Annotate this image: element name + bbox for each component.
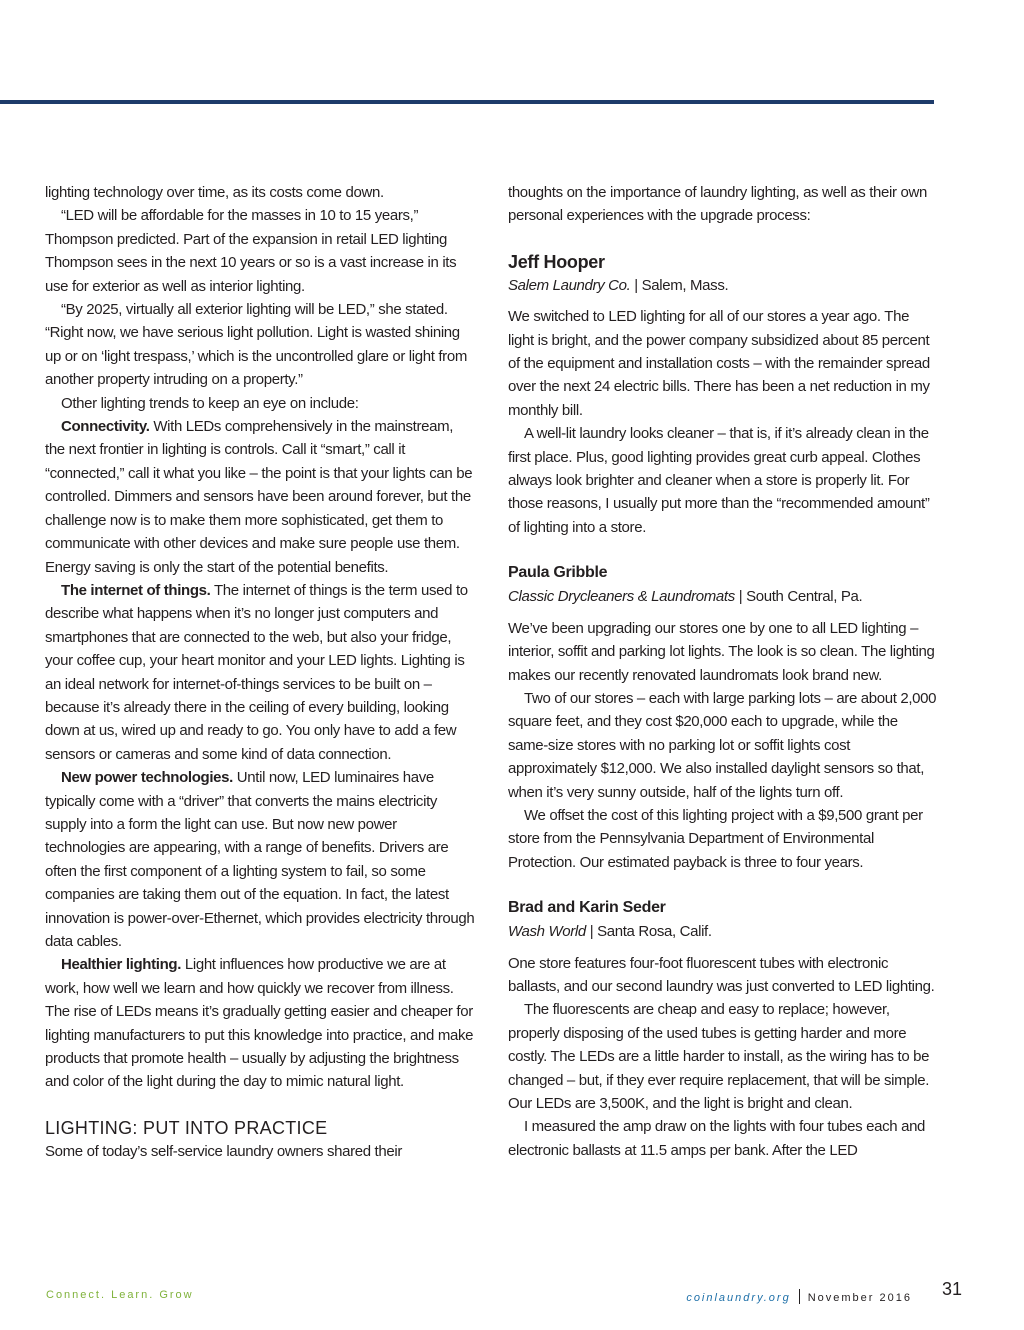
left-column bbox=[45, 181, 475, 1163]
trend-health bbox=[45, 953, 475, 1093]
page-footer bbox=[0, 1279, 1024, 1315]
person-business bbox=[508, 585, 938, 608]
business-location: | Santa Rosa, Calif. bbox=[585, 923, 712, 941]
trend-text: Light influences how productive we are at work, how well we learn and how quickly we recover from illness. The rise of LEDs means it’s gradually getting easier and cheaper for lighting manufacturers to put this knowledge into practice, and make products that promote health – usually by adjusting the brightness and color of the light during the day to mimic natural light. bbox=[45, 956, 474, 1091]
footer-site-link[interactable]: coinlaundry.org bbox=[686, 1292, 791, 1304]
section-heading: LIGHTING: PUT INTO PRACTICE bbox=[45, 1117, 328, 1138]
business-name: Salem Laundry Co. bbox=[508, 276, 631, 294]
trend-power bbox=[45, 766, 475, 953]
quote-paragraph: We’ve been upgrading our stores one by one to all LED lighting – interior, soffit and parking lot lights. The look is so clean. The lighting makes our recently renovated laundromats look brand new. bbox=[508, 619, 935, 684]
quote-paragraph: One store features four-foot fluorescent tubes with electronic ballasts, and our second laundry was just converted to LED lighting. bbox=[508, 954, 935, 995]
page-number: 31 bbox=[941, 1279, 962, 1299]
paragraph: “By 2025, virtually all exterior lighting will be LED,” she stated. “Right now, we have serious light pollution. Light is wasted shining up or on ‘light trespass,’ which is the uncontrolled glare or light from another property intruding on a property.” bbox=[45, 301, 467, 389]
quote-paragraph: A well-lit laundry looks cleaner – that is, if it’s already clean in the first place. Plus, good lighting provides great curb appeal. Clothes always look brighter and cleaner when a store is properly lit. For those reasons, I usually put more than the “recommended amount” of lighting into a store. bbox=[508, 425, 930, 536]
business-location: | Salem, Mass. bbox=[630, 276, 729, 294]
quote-paragraph: I measured the amp draw on the lights with four tubes each and electronic ballasts at 11.5 amps per bank. After the LED bbox=[508, 1118, 926, 1159]
footer-publication bbox=[686, 1289, 912, 1304]
paragraph: “LED will be affordable for the masses in 10 to 15 years,” Thompson predicted. Part of the expansion in retail LED lighting Thompson sees in the next 10 years or so is a vast increase in its use for exterior as well as interior lighting. bbox=[45, 207, 457, 295]
trend-text: The internet of things is the term used to describe what happens when it’s no longer just computers and smartphones that are connected to the web, but also your fridge, your coffee cup, your heart monitor and your LED lights. Lighting is an ideal network for internet-of-things services to be built on – because it’s already there in the ceiling of every building, looking down at us, wired up and ready to go. You only have to add a few sensors or cameras and some kind of data connection. bbox=[45, 581, 468, 763]
paragraph: Other lighting trends to keep an eye on include: bbox=[61, 394, 359, 412]
person-business bbox=[508, 274, 938, 297]
business-name: Classic Drycleaners & Laundromats bbox=[508, 588, 735, 606]
trend-lead: Healthier lighting. bbox=[61, 956, 182, 974]
person-name: Paula Gribble bbox=[508, 564, 608, 582]
quote-paragraph: We switched to LED lighting for all of our stores a year ago. The light is bright, and the power company subsidized about 85 percent of the equipment and installation costs – with the remainder spread over the next 24 electric bills. There has been a net reduction in my monthly bill. bbox=[508, 308, 930, 419]
person-business bbox=[508, 920, 938, 943]
trend-text: With LEDs comprehensively in the mainstream, the next frontier in lighting is controls. Call it “smart,” call it “connected,” call it what you like – the point is that your lights can be controlled. Dimmers and sensors have been around forever, but the challenge now is to make them more sophisticated, get them to communicate with other devices and make sure people use them. Energy saving is only the start of the potential benefits. bbox=[45, 418, 473, 576]
person-name: Jeff Hooper bbox=[508, 251, 605, 272]
trend-text: Until now, LED luminaires have typically come with a “driver” that converts the mains electricity supply into a form the light can use. But now new power technologies are appearing, with a range of benefits. Drivers are often the first component of a lighting system to fail, so some companies are taking them out of the equation. In fact, the latest innovation is power-over-Ethernet, which provides electricity through data cables. bbox=[45, 769, 475, 950]
business-location: | South Central, Pa. bbox=[734, 588, 863, 606]
right-column bbox=[508, 181, 938, 1162]
trend-lead: Connectivity. bbox=[61, 418, 150, 436]
section-intro: Some of today’s self-service laundry owners shared their bbox=[45, 1142, 402, 1160]
trend-iot bbox=[45, 579, 475, 766]
footer-tagline: Connect. Learn. Grow bbox=[46, 1289, 194, 1301]
footer-issue: November 2016 bbox=[807, 1292, 912, 1304]
quote-paragraph: We offset the cost of this lighting project with a $9,500 grant per store from the Pennsylvania Department of Environmental Protection. Our estimated payback is three to four years. bbox=[508, 806, 923, 871]
intro-continued: thoughts on the importance of laundry lighting, as well as their own personal experiences with the upgrade process: bbox=[508, 184, 927, 225]
quote-paragraph: The fluorescents are cheap and easy to replace; however, properly disposing of the used tubes is getting harder and more costly. The LEDs are a little harder to install, as the wiring has to be changed – but, if they ever require replacement, that will be simple. Our LEDs are 3,500K, and the light is bright and clean. bbox=[508, 1001, 930, 1112]
trend-lead: New power technologies. bbox=[61, 769, 233, 787]
header-rule bbox=[0, 100, 934, 104]
trend-connectivity bbox=[45, 415, 475, 579]
person-name: Brad and Karin Seder bbox=[508, 899, 666, 917]
business-name: Wash World bbox=[508, 923, 586, 941]
paragraph: lighting technology over time, as its costs come down. bbox=[45, 184, 384, 201]
footer-separator bbox=[799, 1289, 800, 1304]
trend-lead: The internet of things. bbox=[61, 581, 211, 599]
quote-paragraph: Two of our stores – each with large parking lots – are about 2,000 square feet, and they cost $20,000 each to upgrade, while the same-size stores with no parking lot or soffit lights cost approximately $12,000. We also installed daylight sensors so that, when it’s very sunny outside, half of the lights turn off. bbox=[508, 689, 937, 801]
